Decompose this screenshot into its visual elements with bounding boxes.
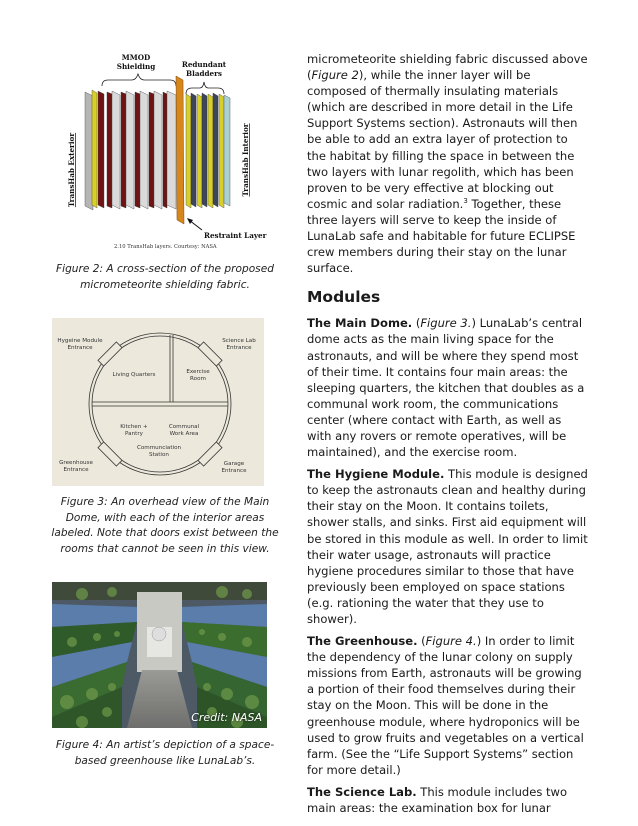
intro-paragraph: micrometeorite shielding fabric discussed above (Figure 2), while the inner layer will be composed of thermally insulating materials (which are described in more detail in the Life Support Systems section). Astronauts will then be able to add an extra layer of protection to the habitat by filling the space in between the two layers with lunar regolith, which has been proven to be very effective at blocking out cosmic and solar radiation.$^3$ Together, these three layers will serve to keep the inside of LunaLab safe and habitable for future ECLIPSE crew members during their stay on the lunar surface. <box>307 52 588 276</box>
svg-text:Kitchen +: Kitchen + <box>120 424 148 430</box>
figure-4-greenhouse-photo <box>52 582 267 728</box>
svg-text:Room: Room <box>190 376 206 382</box>
svg-text:Redundant: Redundant <box>181 60 227 69</box>
svg-text:2.10 TransHab layers. Courtes: 2.10 TransHab layers. Courtesy: NASA <box>114 244 217 250</box>
svg-text:Exercise: Exercise <box>186 369 210 375</box>
figure-2-shielding-diagram <box>52 40 277 255</box>
svg-text:TransHab Exterior: TransHab Exterior <box>67 132 76 208</box>
figure-3-main-dome-plan <box>52 318 264 486</box>
svg-text:Shielding: Shielding <box>116 62 156 71</box>
module-main-dome: The Main Dome. (Figure 3.) LunaLab’s central dome acts as the main living space for the astronauts, and will be where they spend most of their time. It contains four main areas: the sleeping quarters, the kitchen that doubles as a communal work room, the communications center (where contact with Earth, as well as with any rovers or remote operatives, will be maintained), and the exercise room. <box>307 316 585 460</box>
svg-text:Communal: Communal <box>168 424 200 430</box>
greenhouse-illustration <box>52 582 267 728</box>
mmod-layers <box>107 91 176 209</box>
bladder-layers <box>186 93 230 208</box>
svg-text:Station: Station <box>149 452 169 458</box>
figure-reference: Figure 3. <box>420 316 472 331</box>
svg-text:Restraint Layer: Restraint Layer <box>204 231 267 240</box>
svg-text:MMOD: MMOD <box>121 53 151 62</box>
module-title: The Science Lab. <box>307 784 417 799</box>
module-title: The Hygiene Module. <box>307 467 445 482</box>
module-title: The Main Dome. <box>307 316 413 331</box>
svg-text:Garage: Garage <box>223 461 245 467</box>
svg-text:Entrance: Entrance <box>63 467 89 473</box>
restraint-layer <box>176 76 184 224</box>
module-greenhouse: The Greenhouse. (Figure 4.) In order to limit the dependency of the lunar colony on supply missions from Earth, astronauts will be growing a portion of their food themselves during their stay on the Moon. This will be done in the greenhouse module, where hydroponics will be used to grow fruits and vegetables on a vertical farm. (See the “Life Support Systems” section for more detail.) <box>307 634 584 777</box>
svg-text:Living Quarters: Living Quarters <box>112 372 156 378</box>
module-hygiene: The Hygiene Module. This module is designed to keep the astronauts clean and healthy during their stay on the Moon. It contains toilets, shower stalls, and sinks. First aid equipment will be stored in this module as well. In order to limit their water usage, astronauts will practice hygiene procedures similar to those that have previously been employed on space stations (e.g. rationing the water that they use to shower). <box>307 467 588 626</box>
svg-text:Entrance: Entrance <box>226 345 252 351</box>
svg-text:Hygeine Module: Hygeine Module <box>57 338 103 344</box>
exterior-layers <box>85 90 104 210</box>
shielding-layers-diagram <box>52 40 277 255</box>
module-title: The Greenhouse. <box>307 634 418 649</box>
svg-text:Science Lab: Science Lab <box>222 338 256 344</box>
figure-4-caption: Figure 4: An artist’s depiction of a space-based greenhouse like LunaLab’s. <box>55 739 275 767</box>
bladders-brace <box>186 82 224 94</box>
svg-text:Greenhouse: Greenhouse <box>59 460 93 466</box>
module-science-lab: The Science Lab. This module includes two main areas: the examination box for lunar <box>307 784 568 816</box>
dome-floor-plan <box>52 318 264 486</box>
footnote-marker: 3 <box>463 196 468 205</box>
figure-reference: Figure 4. <box>425 634 477 649</box>
section-heading-modules: Modules <box>307 288 381 307</box>
mmod-brace <box>102 74 176 86</box>
svg-text:Bladders: Bladders <box>186 69 222 78</box>
svg-text:Communciation: Communciation <box>136 445 182 451</box>
svg-text:Pantry: Pantry <box>125 431 143 437</box>
svg-text:Work Area: Work Area <box>169 431 199 437</box>
svg-text:Entrance: Entrance <box>221 468 247 474</box>
figure-2-caption: Figure 2: A cross-section of the proposed micrometeorite shielding fabric. <box>56 263 274 291</box>
svg-text:TransHab Interior: TransHab Interior <box>241 123 250 197</box>
photo-credit: Credit: NASA <box>191 711 262 724</box>
figure-3-caption: Figure 3: An overhead view of the Main Dome, with each of the interior areas labeled. Note that doors exist between the rooms that cannot be seen in this view. <box>51 496 279 555</box>
figure-reference: Figure 2 <box>311 68 359 83</box>
article-body <box>307 51 589 822</box>
svg-text:Entrance: Entrance <box>67 345 93 351</box>
